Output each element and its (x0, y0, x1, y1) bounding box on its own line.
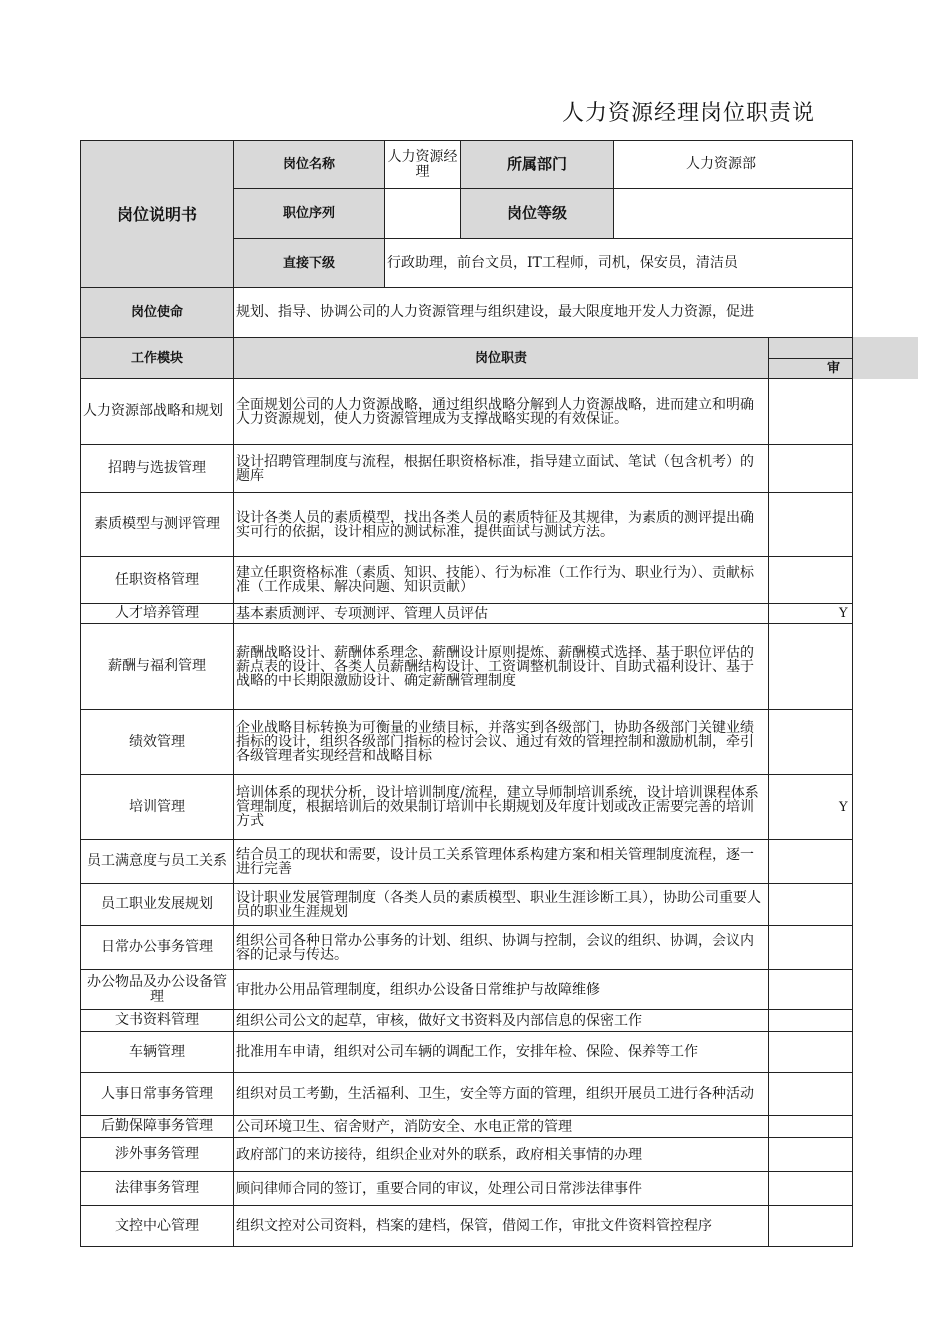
row-mark (768, 492, 853, 557)
row-mark (768, 378, 853, 445)
col-header-module: 工作模块 (80, 337, 234, 379)
doc-label-cell: 岗位说明书 (80, 140, 234, 288)
grade-value[interactable] (613, 188, 853, 239)
position-name-label: 岗位名称 (233, 140, 385, 189)
mission-value: 规划、指导、协调公司的人力资源管理与组织建设，最大限度地开发人力资源，促进 (233, 287, 853, 338)
row-duty: 公司环境卫生、宿舍财产，消防安全、水电正常的管理 (233, 1115, 769, 1138)
row-duty: 审批办公用品管理制度，组织办公设备日常维护与故障维修 (233, 969, 769, 1010)
row-duty: 设计各类人员的素质模型，找出各类人员的素质特征及其规律，为素质的测评提出确实可行的依据，设计相应的测试标准，提供面试与测试方法。 (233, 492, 769, 557)
row-duty: 组织文控对公司资料，档案的建档，保管，借阅工作，审批文件资料管控程序 (233, 1205, 769, 1247)
row-module: 绩效管理 (80, 709, 234, 775)
col-header-extra: 审 (768, 358, 853, 379)
subordinates-value: 行政助理，前台文员，IT工程师，司机，保安员，清洁员 (384, 238, 853, 288)
row-duty: 薪酬战略设计、薪酬体系理念、薪酬设计原则提炼、薪酬模式选择、基于职位评估的薪点表的设计、各类人员薪酬结构设计、工资调整机制设计、自助式福利设计、基于战略的中长期限激励设计、确定薪酬管理制度 (233, 623, 769, 710)
row-module: 人力资源部战略和规划 (80, 378, 234, 445)
row-module: 素质模型与测评管理 (80, 492, 234, 557)
row-duty: 组织公司公文的起草，审核，做好文书资料及内部信息的保密工作 (233, 1009, 769, 1032)
row-duty: 基本素质测评、专项测评、管理人员评估 (233, 603, 769, 624)
row-mark (768, 1171, 853, 1206)
row-module: 招聘与选拔管理 (80, 444, 234, 493)
row-module: 涉外事务管理 (80, 1137, 234, 1172)
department-label: 所属部门 (460, 140, 614, 189)
row-duty: 组织对员工考勤，生活福利、卫生，安全等方面的管理，组织开展员工进行各种活动 (233, 1072, 769, 1116)
row-module: 员工满意度与员工关系 (80, 839, 234, 884)
row-mark: Y (768, 774, 853, 840)
row-module: 人事日常事务管理 (80, 1072, 234, 1116)
row-mark (768, 444, 853, 493)
row-module: 日常办公事务管理 (80, 925, 234, 970)
department-value[interactable]: 人力资源部 (613, 140, 853, 189)
row-duty: 培训体系的现状分析，设计培训制度/流程，建立导师制培训系统，设计培训课程体系管理制度，根据培训后的效果制订培训中长期规划及年度计划或改正需要完善的培训方式 (233, 774, 769, 840)
sequence-label: 职位序列 (233, 188, 385, 239)
row-module: 任职资格管理 (80, 556, 234, 604)
job-description-table (80, 140, 848, 1243)
row-module: 人才培养管理 (80, 603, 234, 624)
mission-label: 岗位使命 (80, 287, 234, 338)
row-module: 后勤保障事务管理 (80, 1115, 234, 1138)
row-mark (768, 556, 853, 604)
col-header-duties: 岗位职责 (233, 337, 769, 379)
row-mark (768, 709, 853, 775)
row-module: 文控中心管理 (80, 1205, 234, 1247)
row-module: 培训管理 (80, 774, 234, 840)
grade-label: 岗位等级 (460, 188, 614, 239)
offscreen-header-cell (843, 337, 918, 379)
subordinates-label: 直接下级 (233, 238, 385, 288)
row-duty: 设计职业发展管理制度（各类人员的素质模型、职业生涯诊断工具），协助公司重要人员的职业生涯规划 (233, 883, 769, 926)
row-module: 文书资料管理 (80, 1009, 234, 1032)
row-mark (768, 1009, 853, 1032)
row-duty: 全面规划公司的人力资源战略，通过组织战略分解到人力资源战略，进而建立和明确人力资源规划，使人力资源管理成为支撑战略实现的有效保证。 (233, 378, 769, 445)
row-mark (768, 623, 853, 710)
row-mark (768, 1115, 853, 1138)
row-mark (768, 1031, 853, 1073)
row-mark (768, 925, 853, 970)
row-module: 办公物品及办公设备管理 (80, 969, 234, 1010)
row-duty: 建立任职资格标准（素质、知识、技能）、行为标准（工作行为、职业行为）、贡献标准（工作成果、解决问题、知识贡献） (233, 556, 769, 604)
row-duty: 政府部门的来访接待，组织企业对外的联系，政府相关事情的办理 (233, 1137, 769, 1172)
row-duty: 设计招聘管理制度与流程，根据任职资格标准，指导建立面试、笔试（包含机考）的题库 (233, 444, 769, 493)
row-mark (768, 1205, 853, 1247)
row-mark (768, 1137, 853, 1172)
row-duty: 企业战略目标转换为可衡量的业绩目标，并落实到各级部门，协助各级部门关键业绩指标的设计，组织各级部门指标的检讨会议、通过有效的管理控制和激励机制，牵引各级管理者实现经营和战略目标 (233, 709, 769, 775)
row-module: 车辆管理 (80, 1031, 234, 1073)
position-name-value[interactable]: 人力资源经理 (384, 140, 461, 189)
row-duty: 批准用车申请，组织对公司车辆的调配工作，安排年检、保险、保养等工作 (233, 1031, 769, 1073)
row-duty: 组织公司各种日常办公事务的计划、组织、协调与控制，会议的组织、协调，会议内容的记录与传达。 (233, 925, 769, 970)
col-header-extra-top (768, 337, 853, 359)
sequence-value[interactable] (384, 188, 461, 239)
row-duty: 结合员工的现状和需要，设计员工关系管理体系构建方案和相关管理制度流程，逐一进行完善 (233, 839, 769, 884)
row-mark (768, 839, 853, 884)
row-mark: Y (768, 603, 853, 624)
row-mark (768, 883, 853, 926)
row-module: 薪酬与福利管理 (80, 623, 234, 710)
row-duty: 顾问律师合同的签订，重要合同的审议，处理公司日常涉法律事件 (233, 1171, 769, 1206)
row-module: 法律事务管理 (80, 1171, 234, 1206)
row-mark (768, 1072, 853, 1116)
page-title: 人力资源经理岗位职责说 (562, 101, 816, 126)
row-mark (768, 969, 853, 1010)
row-module: 员工职业发展规划 (80, 883, 234, 926)
